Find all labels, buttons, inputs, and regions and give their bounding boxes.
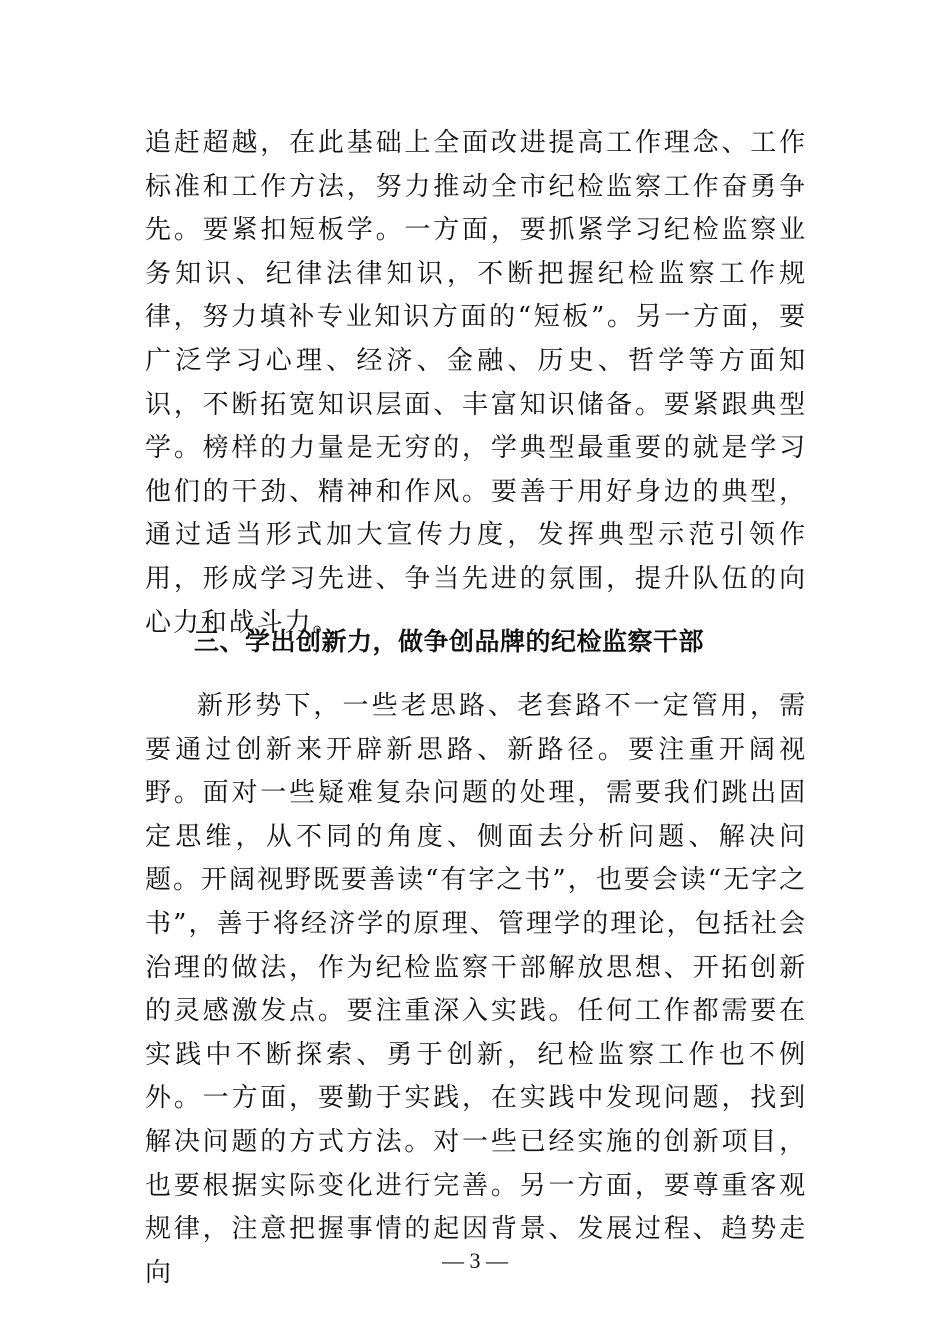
body-paragraph: 新形势下，一些老思路、老套路不一定管用，需要通过创新来开辟新思路、新路径。要注重开阔视野。面对一些疑难复杂问题的处理，需要我们跳出固定思维，从不同的角度、侧面去分析问题、解决问题。开阔视野既要善读“有字之书”，也要会读“无字之书”，善于将经济学的原理、管理学的理论，包括社会治理的做法，作为纪检监察干部解放思想、开拓创新的灵感激发点。要注重深入实践。任何工作都需要在实践中不断探索、勇于创新，纪检监察工作也不例外。一方面，要勤于实践，在实践中发现问题，找到解决问题的方式方法。对一些已经实施的创新项目，也要根据实际变化进行完善。另一方面，要尊重客观规律，注意把握事情的起因背景、发展过程、趋势走向 bbox=[145, 691, 807, 1288]
section-heading: 三、学出创新力，做争创品牌的纪检监察干部 bbox=[194, 627, 705, 656]
body-paragraph-continued: 追赶超越，在此基础上全面改进提高工作理念、工作标准和工作方法，努力推动全市纪检监察工作奋勇争先。要紧扣短板学。一方面，要抓紧学习纪检监察业务知识、纪律法律知识，不断把握纪检监察工作规律，努力填补专业知识方面的“短板”。另一方面，要广泛学习心理、经济、金融、历史、哲学等方面知识，不断拓宽知识层面、丰富知识储备。要紧跟典型学。榜样的力量是无穷的，学典型最重要的就是学习他们的干劲、精神和作风。要善于用好身边的典型，通过适当形式加大宣传力度，发挥典型示范引领作用，形成学习先进、争当先进的氛围，提升队伍的向心力和战斗力。 bbox=[145, 128, 807, 638]
page-number: — 3 — bbox=[442, 1248, 508, 1273]
